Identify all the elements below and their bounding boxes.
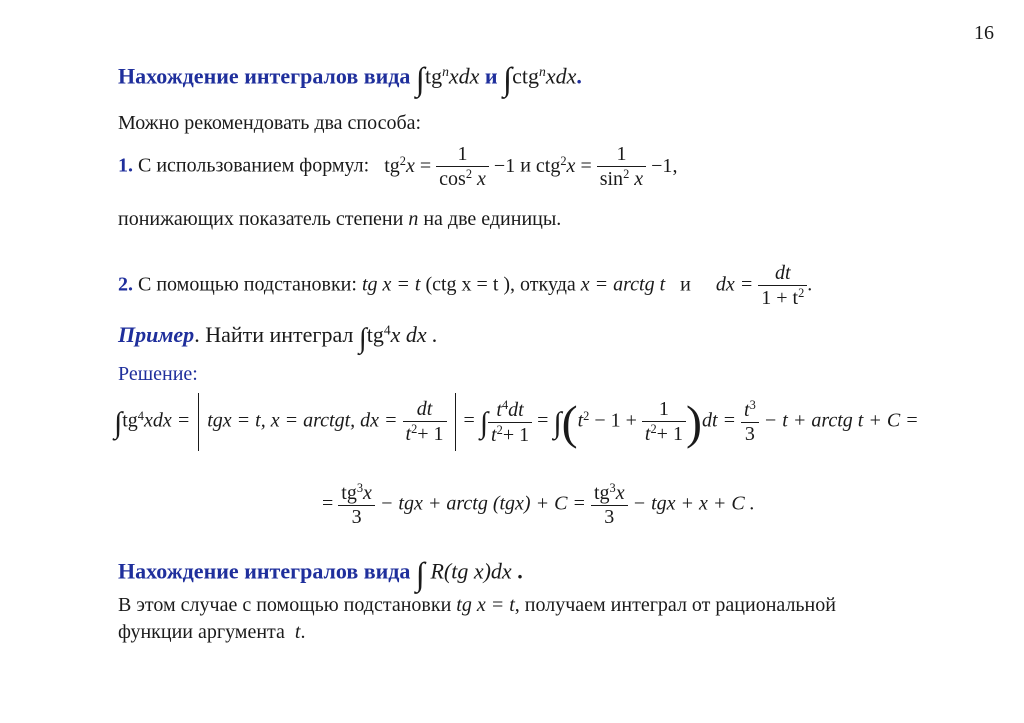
x-arctg: x = arctg t xyxy=(580,273,666,296)
method-2-text: С помощью подстановки: xyxy=(138,273,357,296)
integral-sign: ∫ xyxy=(503,62,513,98)
solution-label: Решение: xyxy=(118,363,198,385)
power-n: n xyxy=(442,63,449,79)
and-word: и xyxy=(520,154,531,177)
xdx: xdx xyxy=(448,63,480,89)
page-number: 16 xyxy=(974,22,994,44)
example-text: . Найти интеграл xyxy=(194,322,354,347)
heading-integrals-rational-tg: Нахождение интегралов вида ∫ R(tg x)dx . xyxy=(118,557,523,593)
substitution-ctg: (ctg x = t ), откуда xyxy=(425,273,576,296)
power-n: n xyxy=(539,63,546,79)
solution-line-2: = $\frac{tg^3x}{3}$ − tgx + arctg (tgx) + C = $\frac{tg^3x}{3}$ − tgx + x + C . xyxy=(322,481,755,528)
final-paragraph: В этом случае с помощью подстановки tg x = t, получаем интеграл от рациональной функции аргумента t. xyxy=(118,594,836,643)
heading-text: Нахождение интегралов вида xyxy=(118,558,411,584)
tg-func: tg xyxy=(424,63,443,89)
dx-equals: dx = xyxy=(715,273,754,296)
heading-integrals-tg-ctg: Нахождение интегралов вида $\int tg^nxdx$ и ∫ctg$^n$xdx. xyxy=(118,62,582,98)
and-word: и xyxy=(484,63,498,89)
and-word: и xyxy=(680,273,691,296)
formula-ctg2: ctg$^2$x = $\frac{1}{\sin^2 x}$ −1, xyxy=(535,143,678,190)
method-1-continuation: понижающих показатель степени n на две единицы. xyxy=(118,208,562,230)
intro-text: Можно рекомендовать два способа: xyxy=(118,112,422,134)
fraction-1-cos2: $\frac{1}{\cos^2 x}$ xyxy=(436,143,489,191)
method-1-text: С использованием формул: xyxy=(138,154,370,177)
fraction-1-sin2: $\frac{1}{\sin^2 x}$ xyxy=(597,143,646,191)
substitution-tg: tg x = t xyxy=(361,273,421,296)
heading-text: Нахождение интегралов вида xyxy=(118,63,411,89)
fraction-dt: $\frac{dt}{1 + t^2}$ xyxy=(758,262,807,310)
ctg-func: ctg xyxy=(512,63,540,89)
integral-sign: ∫ xyxy=(415,62,425,98)
xdx: xdx xyxy=(545,63,577,89)
solution-line-1: $\int tg^4xdx$ = tgx = t, x = arctgt, dx = $\frac{dt}{t^2+ 1}$ = ∫ $\frac{t^4dt}{t^2+ 1}$ = $\int(t^2 - 1$ + $\frac{1}{t^2+ 1}$ )dt = $\frac{t^3}{3}$ − t + arctg t + C = xyxy=(114,393,919,451)
method-2-number: 2. xyxy=(118,273,133,296)
example-label: Пример xyxy=(118,322,195,347)
method-1 xyxy=(118,143,677,191)
integral-sign: ∫ xyxy=(358,323,367,355)
example: Пример. Найти интеграл $\int tg^4x$ dx . xyxy=(118,322,438,355)
method-2: 2. С помощью подстановки: tg x = t (ctg x = t ), откуда x = arctg t и dx = $\frac{dt}{1 + t^2}$ . xyxy=(118,262,813,309)
formula-tg2: $tg^2x$ = $\frac{1}{\cos^2 x}$ −1 xyxy=(384,143,516,190)
method-1-number: 1. xyxy=(118,154,133,177)
